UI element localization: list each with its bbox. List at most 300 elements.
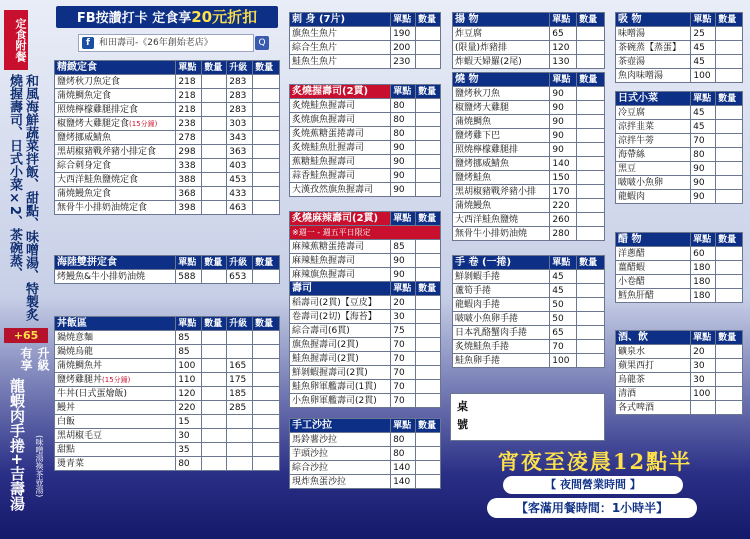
upgrade-quantity-cell[interactable]: [253, 359, 280, 373]
quantity-cell[interactable]: [416, 99, 441, 113]
quantity-cell[interactable]: [416, 127, 441, 141]
menu-row[interactable]: [290, 475, 441, 489]
menu-row[interactable]: [290, 352, 441, 366]
menu-row[interactable]: [453, 101, 605, 115]
quantity-cell[interactable]: [577, 199, 605, 213]
menu-row[interactable]: [55, 331, 280, 345]
menu-row[interactable]: [616, 162, 743, 176]
upgrade-quantity-cell[interactable]: [253, 457, 280, 471]
quantity-cell[interactable]: [416, 433, 441, 447]
quantity-cell[interactable]: [716, 120, 743, 134]
item-price: 80: [391, 127, 416, 141]
quantity-cell[interactable]: [716, 190, 743, 204]
menu-row[interactable]: [616, 120, 743, 134]
menu-row[interactable]: [55, 75, 280, 89]
item-name-cell: [616, 176, 691, 190]
menu-row[interactable]: [290, 380, 441, 394]
item-name: 無骨牛小排奶油燒: [455, 228, 528, 239]
upgrade-quantity-cell[interactable]: [253, 373, 280, 387]
menu-row[interactable]: [55, 173, 280, 187]
menu-row[interactable]: [55, 359, 280, 373]
menu-row[interactable]: [453, 185, 605, 199]
quantity-cell[interactable]: [577, 27, 605, 41]
quantity-cell[interactable]: [577, 129, 605, 143]
menu-row[interactable]: [453, 284, 605, 298]
menu-row[interactable]: [616, 55, 743, 69]
menu-row[interactable]: [290, 127, 441, 141]
item-name-cell: [55, 401, 176, 415]
menu-row[interactable]: [290, 169, 441, 183]
item-name-cell: [55, 387, 176, 401]
quantity-cell[interactable]: [202, 187, 227, 201]
item-name-cell: [290, 394, 391, 408]
menu-row[interactable]: [55, 187, 280, 201]
drinks-body: [616, 331, 743, 415]
item-price: 280: [550, 227, 577, 241]
menu-row[interactable]: [55, 401, 280, 415]
table-number-box[interactable]: [450, 393, 605, 441]
menu-row[interactable]: [453, 87, 605, 101]
item-price: 200: [391, 41, 416, 55]
item-price: 15: [176, 415, 202, 429]
quantity-cell[interactable]: [202, 270, 227, 284]
item-name: 旗魚生魚片: [292, 28, 338, 39]
column-header: 數量: [577, 73, 605, 87]
item-name-cell: [290, 127, 391, 141]
upgrade-quantity-cell[interactable]: [253, 145, 280, 159]
item-name-cell: [453, 312, 550, 326]
upgrade-quantity-cell[interactable]: [253, 89, 280, 103]
item-upgrade-price: 463: [227, 201, 253, 215]
quantity-cell[interactable]: [202, 75, 227, 89]
menu-row[interactable]: [55, 131, 280, 145]
item-name-cell: [55, 75, 176, 89]
quantity-cell[interactable]: [716, 261, 743, 275]
quantity-cell[interactable]: [416, 461, 441, 475]
section-title: 炙燒麻辣壽司(2貫): [290, 212, 391, 226]
quantity-cell[interactable]: [716, 134, 743, 148]
upgrade-quantity-cell[interactable]: [253, 345, 280, 359]
side-upgrade-note: (味噌湯換茶壺湯): [35, 435, 44, 498]
quantity-cell[interactable]: [577, 143, 605, 157]
quantity-cell[interactable]: [416, 41, 441, 55]
quantity-cell[interactable]: [416, 183, 441, 197]
fried-body: [453, 13, 605, 69]
item-name: 黑胡椒豬戰斧豬小排定食: [57, 146, 157, 157]
menu-row[interactable]: [290, 155, 441, 169]
upgrade-quantity-cell[interactable]: [253, 443, 280, 457]
item-name: 鱈魚肝醋: [618, 290, 655, 301]
menu-row[interactable]: [453, 199, 605, 213]
quantity-cell[interactable]: [416, 380, 441, 394]
quantity-cell[interactable]: [716, 55, 743, 69]
item-name: 炙燒鮭魚握壽司: [292, 100, 356, 111]
item-price: 70: [391, 338, 416, 352]
quantity-cell[interactable]: [577, 185, 605, 199]
menu-row[interactable]: [616, 359, 743, 373]
quantity-cell[interactable]: [416, 352, 441, 366]
quantity-cell[interactable]: [577, 157, 605, 171]
menu-row[interactable]: [616, 373, 743, 387]
quantity-cell[interactable]: [577, 171, 605, 185]
handroll-body: [453, 256, 605, 368]
menu-row[interactable]: [55, 159, 280, 173]
quantity-cell[interactable]: [416, 310, 441, 324]
menu-row[interactable]: [290, 461, 441, 475]
quantity-cell[interactable]: [577, 298, 605, 312]
quantity-cell[interactable]: [577, 326, 605, 340]
item-name: 炸豆腐: [455, 28, 483, 39]
item-upgrade-price: 303: [227, 117, 253, 131]
item-name-cell: [290, 27, 391, 41]
item-name-cell: [55, 270, 176, 284]
column-header: 數量: [577, 13, 605, 27]
quantity-cell[interactable]: [577, 312, 605, 326]
item-upgrade-price: 363: [227, 145, 253, 159]
item-name: 涼拌牛蒡: [618, 135, 655, 146]
quantity-cell[interactable]: [577, 213, 605, 227]
item-upgrade-price: 283: [227, 103, 253, 117]
upgrade-quantity-cell[interactable]: [253, 103, 280, 117]
menu-row[interactable]: [55, 373, 280, 387]
quantity-cell[interactable]: [202, 159, 227, 173]
quantity-cell[interactable]: [202, 387, 227, 401]
quantity-cell[interactable]: [577, 41, 605, 55]
section-title: 刺 身 (7片): [290, 13, 391, 27]
item-name-cell: [55, 359, 176, 373]
quantity-cell[interactable]: [716, 106, 743, 120]
item-name-cell: [290, 268, 391, 282]
menu-row[interactable]: [290, 268, 441, 282]
item-price: 120: [176, 387, 202, 401]
menu-row[interactable]: [453, 340, 605, 354]
quantity-cell[interactable]: [416, 27, 441, 41]
quantity-cell[interactable]: [202, 443, 227, 457]
quantity-cell[interactable]: [202, 359, 227, 373]
quantity-cell[interactable]: [202, 373, 227, 387]
quantity-cell[interactable]: [416, 338, 441, 352]
menu-row[interactable]: [55, 415, 280, 429]
quantity-cell[interactable]: [577, 284, 605, 298]
quantity-cell[interactable]: [416, 113, 441, 127]
menu-row[interactable]: [290, 254, 441, 268]
quantity-cell[interactable]: [202, 201, 227, 215]
quantity-cell[interactable]: [577, 115, 605, 129]
item-name: 照燒檸檬雞腿排: [455, 144, 519, 155]
quantity-cell[interactable]: [202, 345, 227, 359]
aburi-table: [289, 84, 441, 197]
item-name: 白飯: [57, 416, 76, 427]
quantity-cell[interactable]: [416, 324, 441, 338]
item-name-cell: [290, 41, 391, 55]
item-price: 80: [391, 113, 416, 127]
column-header: 數量: [416, 13, 441, 27]
upgrade-quantity-cell[interactable]: [253, 117, 280, 131]
item-upgrade-price: 283: [227, 89, 253, 103]
menu-row[interactable]: [290, 183, 441, 197]
menu-row[interactable]: [55, 103, 280, 117]
side-promo: [4, 10, 48, 530]
menu-row[interactable]: [616, 134, 743, 148]
quantity-cell[interactable]: [202, 173, 227, 187]
quantity-cell[interactable]: [577, 55, 605, 69]
menu-row[interactable]: [616, 345, 743, 359]
menu-row[interactable]: [290, 394, 441, 408]
section-header: [453, 13, 605, 27]
upgrade-quantity-cell[interactable]: [253, 415, 280, 429]
menu-row[interactable]: [453, 354, 605, 368]
menu-row[interactable]: [290, 447, 441, 461]
item-name-cell: [453, 213, 550, 227]
upgrade-quantity-cell[interactable]: [253, 401, 280, 415]
search-icon: Q: [255, 36, 269, 50]
menu-row[interactable]: [453, 227, 605, 241]
item-name-cell: [616, 387, 691, 401]
quantity-cell[interactable]: [416, 55, 441, 69]
menu-row[interactable]: [453, 41, 605, 55]
quantity-cell[interactable]: [202, 331, 227, 345]
menu-row[interactable]: [55, 270, 280, 284]
menu-row[interactable]: [55, 201, 280, 215]
item-upgrade-price: [227, 443, 253, 457]
quantity-cell[interactable]: [716, 359, 743, 373]
column-header: 數量: [416, 419, 441, 433]
item-name-cell: [55, 173, 176, 187]
upgrade-quantity-cell[interactable]: [253, 429, 280, 443]
quantity-cell[interactable]: [716, 27, 743, 41]
upgrade-quantity-cell[interactable]: [253, 387, 280, 401]
item-name-cell: [290, 183, 391, 197]
upgrade-quantity-cell[interactable]: [253, 270, 280, 284]
item-price: 110: [176, 373, 202, 387]
item-name: 椒鹽烤大雞腿: [455, 102, 510, 113]
upgrade-quantity-cell[interactable]: [253, 159, 280, 173]
quantity-cell[interactable]: [577, 87, 605, 101]
upgrade-quantity-cell[interactable]: [253, 75, 280, 89]
menu-row[interactable]: [290, 99, 441, 113]
menu-row[interactable]: [290, 41, 441, 55]
quantity-cell[interactable]: [716, 387, 743, 401]
item-price: 90: [550, 101, 577, 115]
quantity-cell[interactable]: [716, 275, 743, 289]
quantity-cell[interactable]: [716, 148, 743, 162]
quantity-cell[interactable]: [202, 89, 227, 103]
column-header: 數量: [416, 85, 441, 99]
item-name: 鹽烤秋刀魚定食: [57, 76, 121, 87]
item-name: 牛丼(日式蛋燴飯): [57, 388, 128, 399]
item-price: 90: [550, 115, 577, 129]
menu-row[interactable]: [453, 326, 605, 340]
item-upgrade-price: [227, 345, 253, 359]
menu-row[interactable]: [616, 190, 743, 204]
menu-row[interactable]: [616, 148, 743, 162]
item-name: 炙燒鮭魚手捲: [455, 341, 510, 352]
menu-row[interactable]: [290, 324, 441, 338]
item-name: 魚肉味噌湯: [618, 70, 664, 81]
menu-row[interactable]: [453, 143, 605, 157]
item-price: 85: [391, 240, 416, 254]
item-price: 80: [691, 148, 716, 162]
menu-row[interactable]: [55, 145, 280, 159]
item-name: 薑醋蝦: [618, 262, 646, 273]
menu-row[interactable]: [453, 115, 605, 129]
item-name-cell: [290, 380, 391, 394]
item-name: 涼拌韭菜: [618, 121, 655, 132]
item-name-cell: [616, 27, 691, 41]
quantity-cell[interactable]: [416, 447, 441, 461]
late-night-banner: 宵夜至凌晨12點半: [497, 449, 693, 474]
quantity-cell[interactable]: [416, 141, 441, 155]
column-header: 數量: [253, 317, 280, 331]
quantity-cell[interactable]: [202, 103, 227, 117]
quantity-cell[interactable]: [416, 296, 441, 310]
quantity-cell[interactable]: [716, 247, 743, 261]
quantity-cell[interactable]: [202, 145, 227, 159]
pickles-table: [615, 232, 743, 303]
item-price: 65: [550, 326, 577, 340]
item-name-cell: [55, 415, 176, 429]
menu-row[interactable]: [616, 27, 743, 41]
upgrade-quantity-cell[interactable]: [253, 187, 280, 201]
menu-row[interactable]: [55, 457, 280, 471]
menu-row[interactable]: [290, 27, 441, 41]
item-upgrade-price: 453: [227, 173, 253, 187]
menu-row[interactable]: [616, 247, 743, 261]
item-name-cell: [453, 340, 550, 354]
item-price: 90: [391, 268, 416, 282]
menu-row[interactable]: [55, 387, 280, 401]
upgrade-quantity-cell[interactable]: [253, 173, 280, 187]
quantity-cell[interactable]: [716, 162, 743, 176]
grill-table: [452, 72, 605, 241]
item-name-cell: [453, 326, 550, 340]
quantity-cell[interactable]: [202, 429, 227, 443]
menu-row[interactable]: [453, 298, 605, 312]
menu-row[interactable]: [616, 176, 743, 190]
quantity-cell[interactable]: [716, 176, 743, 190]
menu-row[interactable]: [290, 113, 441, 127]
item-name-cell: [290, 352, 391, 366]
quantity-cell[interactable]: [202, 401, 227, 415]
menu-row[interactable]: [616, 387, 743, 401]
menu-row[interactable]: [290, 141, 441, 155]
quantity-cell[interactable]: [577, 227, 605, 241]
menu-row[interactable]: [453, 129, 605, 143]
menu-row[interactable]: [453, 270, 605, 284]
menu-row[interactable]: [290, 296, 441, 310]
section-title: 壽司: [290, 282, 391, 296]
menu-row[interactable]: [616, 275, 743, 289]
menu-row[interactable]: [453, 171, 605, 185]
item-upgrade-price: [227, 457, 253, 471]
quantity-cell[interactable]: [577, 270, 605, 284]
item-name-cell: [453, 115, 550, 129]
quantity-cell[interactable]: [202, 131, 227, 145]
menu-row[interactable]: [616, 261, 743, 275]
quantity-cell[interactable]: [202, 415, 227, 429]
menu-row[interactable]: [616, 401, 743, 415]
menu-row[interactable]: [290, 310, 441, 324]
item-price: 65: [550, 27, 577, 41]
item-upgrade-price: [227, 415, 253, 429]
section-header: [290, 282, 441, 296]
menu-row[interactable]: [453, 157, 605, 171]
quantity-cell[interactable]: [202, 117, 227, 131]
fb-page-bar[interactable]: [78, 34, 266, 52]
item-name: 黑豆: [618, 163, 637, 174]
quantity-cell[interactable]: [202, 457, 227, 471]
section-header: [55, 256, 280, 270]
quantity-cell[interactable]: [416, 366, 441, 380]
quantity-cell[interactable]: [716, 401, 743, 415]
quantity-cell[interactable]: [716, 289, 743, 303]
item-name-cell: [616, 345, 691, 359]
section-title: 精緻定食: [55, 61, 176, 75]
menu-row[interactable]: [290, 55, 441, 69]
quantity-cell[interactable]: [416, 268, 441, 282]
menu-row[interactable]: [290, 366, 441, 380]
upgrade-quantity-cell[interactable]: [253, 201, 280, 215]
item-upgrade-price: [227, 331, 253, 345]
item-name: 龍蝦肉: [618, 191, 646, 202]
side-upgrade-label: 升級有享: [19, 347, 50, 371]
quantity-cell[interactable]: [716, 69, 743, 83]
menu-row[interactable]: [616, 41, 743, 55]
quantity-cell[interactable]: [416, 475, 441, 489]
item-price: 338: [176, 159, 202, 173]
quantity-cell[interactable]: [716, 41, 743, 55]
quantity-cell[interactable]: [416, 169, 441, 183]
item-name-cell: [290, 433, 391, 447]
sashimi-body: [290, 13, 441, 69]
menu-row[interactable]: [290, 240, 441, 254]
pickles-body: [616, 233, 743, 303]
item-price: 100: [691, 69, 716, 83]
quantity-cell[interactable]: [577, 340, 605, 354]
menu-row[interactable]: [616, 106, 743, 120]
upgrade-quantity-cell[interactable]: [253, 331, 280, 345]
column-header: 單點: [550, 256, 577, 270]
menu-row[interactable]: [290, 338, 441, 352]
menu-row[interactable]: [453, 312, 605, 326]
quantity-cell[interactable]: [416, 240, 441, 254]
quantity-cell[interactable]: [716, 373, 743, 387]
menu-row[interactable]: [616, 69, 743, 83]
item-name-cell: [616, 373, 691, 387]
section-title: 手工沙拉: [290, 419, 391, 433]
menu-row[interactable]: [55, 89, 280, 103]
quantity-cell[interactable]: [416, 394, 441, 408]
menu-row[interactable]: [453, 213, 605, 227]
quantity-cell[interactable]: [577, 101, 605, 115]
quantity-cell[interactable]: [416, 254, 441, 268]
quantity-cell[interactable]: [577, 354, 605, 368]
menu-row[interactable]: [55, 429, 280, 443]
item-price: 90: [391, 254, 416, 268]
menu-row[interactable]: [453, 27, 605, 41]
menu-row[interactable]: [55, 443, 280, 457]
menu-row[interactable]: [55, 345, 280, 359]
menu-row[interactable]: [290, 433, 441, 447]
item-price: 90: [550, 129, 577, 143]
menu-row[interactable]: [616, 289, 743, 303]
quantity-cell[interactable]: [416, 155, 441, 169]
menu-row[interactable]: [55, 117, 280, 131]
menu-row[interactable]: [453, 55, 605, 69]
upgrade-quantity-cell[interactable]: [253, 131, 280, 145]
quantity-cell[interactable]: [716, 345, 743, 359]
section-header: [290, 85, 441, 99]
